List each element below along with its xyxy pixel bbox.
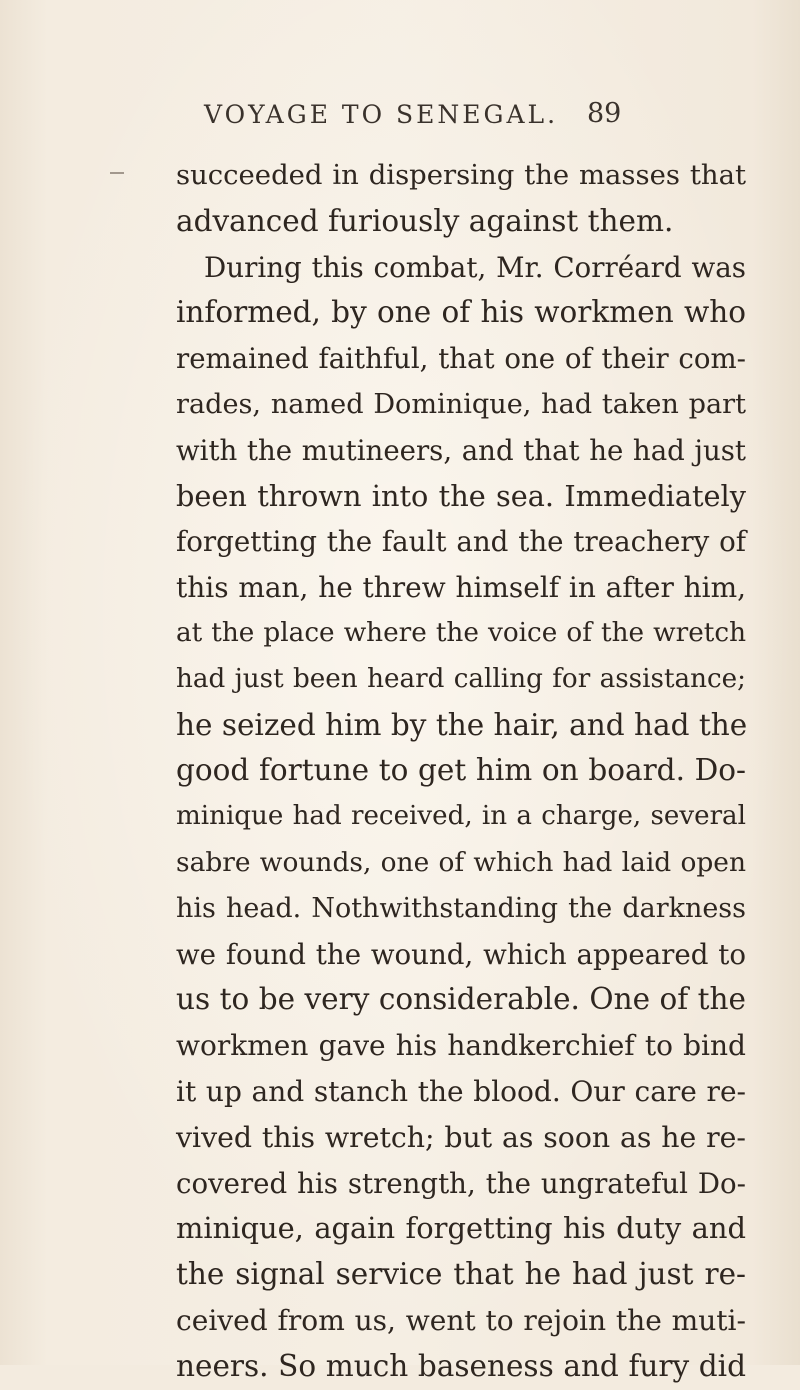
text-line: the signal service that he had just re- xyxy=(176,1257,746,1292)
text-line: forgetting the fault and the treachery of xyxy=(176,525,746,559)
margin-mark xyxy=(110,172,124,174)
text-line: remained faithful, that one of their com- xyxy=(176,342,746,376)
text-line: rades, named Dominique, had taken part xyxy=(176,388,746,420)
running-head xyxy=(190,96,620,136)
text-line: sabre wounds, one of which had laid open xyxy=(176,846,746,878)
text-line: had just been heard calling for assistance; xyxy=(176,663,746,694)
text-line: his head. Nothwithstanding the darkness xyxy=(176,892,746,924)
text-line: it up and stanch the blood. Our care re- xyxy=(176,1074,746,1108)
text-line: vived this wretch; but as soon as he re- xyxy=(176,1120,746,1154)
text-line: minique had received, in a charge, several xyxy=(176,801,746,832)
text-line: ceived from us, went to rejoin the muti- xyxy=(176,1303,746,1337)
text-line: During this combat, Mr. Corréard was xyxy=(204,250,746,284)
text-line: succeeded in dispersing the masses that xyxy=(176,160,746,191)
text-line: advanced furiously against them. xyxy=(176,203,674,238)
text-line: neers. So much baseness and fury did xyxy=(176,1348,746,1383)
text-line: been thrown into the sea. Immediately xyxy=(176,478,746,513)
page-number: 89 xyxy=(587,98,622,129)
body-text xyxy=(176,153,746,1390)
text-line: informed, by one of his workmen who xyxy=(176,295,746,330)
text-line: this man, he threw himself in after him, xyxy=(176,571,746,605)
running-head-title: VOYAGE TO SENEGAL. xyxy=(204,100,559,129)
text-line: workmen gave his handkerchief to bind xyxy=(176,1029,746,1063)
text-line: he seized him by the hair, and had the xyxy=(176,707,748,742)
text-line: us to be very considerable. One of the xyxy=(176,982,746,1017)
text-line: covered his strength, the ungrateful Do- xyxy=(176,1166,746,1200)
text-line: with the mutineers, and that he had just xyxy=(176,433,746,467)
text-line: good fortune to get him on board. Do- xyxy=(176,753,746,788)
text-line: at the place where the voice of the wretch xyxy=(176,617,746,648)
text-line: we found the wound, which appeared to xyxy=(176,937,746,971)
text-line: minique, again forgetting his duty and xyxy=(176,1211,746,1246)
